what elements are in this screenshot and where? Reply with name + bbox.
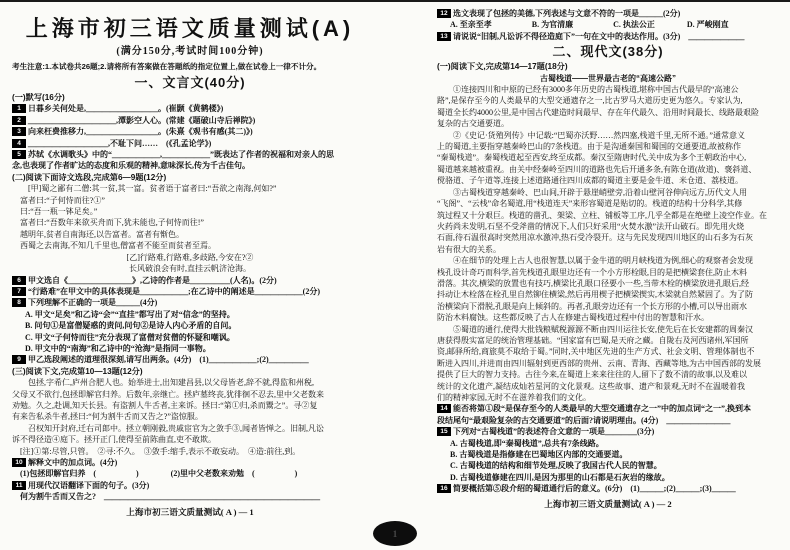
passage-line bbox=[437, 175, 779, 186]
question-number-badge: 9 bbox=[12, 355, 26, 364]
question-line bbox=[437, 426, 779, 437]
subsection-header bbox=[12, 366, 368, 377]
passage-line bbox=[437, 369, 779, 380]
line-text: A. 甲文“足矣”和乙诗“会”“直挂”都写出了对“信念”的坚持。 bbox=[25, 309, 235, 319]
question-number-badge: 14 bbox=[437, 404, 451, 413]
line-text: 段结尾句“最艰险复杂的古交通要道”的后面?请说明理由。(4分) ＿＿＿＿＿＿＿＿ bbox=[437, 415, 731, 425]
section-header bbox=[12, 73, 368, 92]
passage-line bbox=[12, 389, 368, 400]
line-text: 唐获得殷实富足的统治管理基础。“国家富有巴蜀,是天府之藏。自陇右及河西诸州,军国所 bbox=[437, 335, 749, 345]
line-text: A. 至亲至孝 B. 为官清廉 C. 执法公正 D. 严峻刚直 bbox=[450, 20, 729, 30]
passage-line bbox=[437, 107, 779, 118]
exam-title bbox=[12, 14, 368, 44]
line-text: 长风破浪会有时,直挂云帆济沧海。 bbox=[129, 264, 251, 274]
passage-line bbox=[437, 278, 779, 289]
passage-line bbox=[12, 263, 368, 274]
line-text: (1)包拯即解官归养 ( ) (2)里中父老数来劝勉 ( ) bbox=[12, 469, 298, 479]
option-line bbox=[12, 309, 368, 320]
line-text: C. 古蜀栈道的结构和细节处理,反映了我国古代人民的智慧。 bbox=[450, 461, 662, 471]
line-text: 何为割牛舌而又告之? ＿＿＿＿＿＿＿＿＿＿＿＿＿＿＿＿＿＿＿＿＿＿＿＿＿＿＿ bbox=[12, 492, 320, 502]
line-text: 火药尚未发明,石坚不受斧凿的情况下,人们只好采用“火焚水激”法开山破石。即先用火烧 bbox=[437, 221, 745, 231]
line-text: 治横梁向下滑脱,孔眼是向上倾斜的。再者,孔眼旁边还有一个长方形的小槽,可以导出雨水 bbox=[437, 301, 747, 311]
passage-line bbox=[437, 381, 779, 392]
question-text: 日暮乡关何处是,＿＿＿＿＿＿＿＿＿。(崔颢《黄鹤楼》) bbox=[28, 104, 224, 114]
question-number-badge: 3 bbox=[12, 127, 26, 136]
line-text: 曰:“吾一瓶一钵足矣。” bbox=[12, 207, 98, 217]
passage-line bbox=[437, 301, 779, 312]
question-text: ＿＿＿＿＿＿＿＿＿＿,不耻下问…… (《孔孟论学》) bbox=[28, 138, 212, 148]
passage-line bbox=[12, 423, 368, 434]
passage-line bbox=[12, 240, 368, 251]
passage-line bbox=[12, 183, 368, 194]
exam-page-2 bbox=[437, 8, 779, 546]
line-text: (三)阅读下文,完成第10—13题(12分) bbox=[12, 366, 143, 376]
passage-line bbox=[437, 141, 779, 152]
question-line bbox=[12, 103, 368, 114]
question-line bbox=[12, 138, 368, 149]
question-line bbox=[12, 149, 368, 160]
question-line bbox=[437, 403, 779, 414]
passage-line bbox=[12, 377, 368, 388]
question-text: “行路难”在甲文中的具体表现是＿＿＿＿＿＿;在乙诗中的阐述是＿＿＿＿＿＿(2分) bbox=[28, 286, 320, 296]
line-text: [乙]行路难,行路难,多歧路,今安在?② bbox=[126, 252, 254, 262]
line-text: D. 古蜀栈道修建在四川,是因为那里的山石都是石灰岩的缘故。 bbox=[450, 472, 670, 482]
passage-line bbox=[12, 195, 368, 206]
passage-line bbox=[12, 206, 368, 217]
question-line bbox=[437, 31, 779, 42]
passage-line bbox=[437, 130, 779, 141]
passage-line bbox=[437, 152, 779, 163]
question-line-continued bbox=[12, 160, 368, 171]
passage-line bbox=[12, 411, 368, 422]
passage-line bbox=[437, 312, 779, 323]
page-footer bbox=[437, 497, 779, 511]
question-text: 苏轼《水调歌头》中的“＿＿＿＿＿＿,＿＿＿＿＿＿”既表达了作者的祝福和对亲人的思 bbox=[28, 150, 334, 160]
subsection-header bbox=[12, 92, 368, 103]
passage-line bbox=[12, 229, 368, 240]
line-text: 二、现代文(38分) bbox=[552, 44, 664, 60]
question-text: ＿＿＿＿＿＿＿＿＿＿＿,潭影空人心。(常建《题破山寺后禅院》) bbox=[28, 115, 256, 125]
question-number-badge: 4 bbox=[12, 139, 26, 148]
line-text: (满分150分,考试时间100分钟) bbox=[116, 46, 264, 57]
line-text: B. 问句①是富僧疑惑的责问,问句②是诗人内心矛盾的自问。 bbox=[25, 321, 237, 331]
passage-line bbox=[437, 358, 779, 369]
passage-line bbox=[437, 289, 779, 300]
scan-edge-shadow bbox=[0, 0, 790, 2]
option-line bbox=[437, 19, 779, 30]
passage-line bbox=[437, 244, 779, 255]
option-line bbox=[437, 460, 779, 471]
question-number-badge: 8 bbox=[12, 298, 26, 307]
passage-line bbox=[437, 95, 779, 106]
line-text: 富者曰:“吾数年来欲买舟而下,犹未能也,子何恃而往!” bbox=[12, 218, 204, 228]
article-title bbox=[437, 73, 779, 84]
line-text: D. 甲文中的“南海”和乙诗中的“沧海”是指同一事物。 bbox=[25, 343, 211, 353]
passage-line bbox=[437, 84, 779, 95]
passage-line bbox=[437, 346, 779, 357]
option-line bbox=[12, 343, 368, 354]
passage-line bbox=[437, 392, 779, 403]
passage-line bbox=[12, 434, 368, 445]
question-text: 下列理解不正确的一项是＿＿＿(4分) bbox=[28, 298, 158, 308]
question-number-badge: 16 bbox=[437, 484, 451, 493]
option-line bbox=[437, 438, 779, 449]
passage-line bbox=[437, 255, 779, 266]
question-text: 解释文中的加点词。(4分) bbox=[28, 458, 118, 467]
line-text: 考生注意:1.本试卷共26题;2.请将所有答案做在答题纸的指定位置上,做在试卷上一律不计分。 bbox=[12, 62, 322, 71]
line-text: 栈孔设计奇巧而科学,首先栈道孔眼里边还有一个小方形栓眼,目的是把横梁套住,防止木料 bbox=[437, 267, 747, 277]
passage-line bbox=[12, 252, 368, 263]
question-number-badge: 15 bbox=[437, 427, 451, 436]
question-line bbox=[12, 457, 368, 468]
line-text: 古蜀栈道——世界最古老的“高速公路” bbox=[540, 73, 676, 83]
line-text: (一)默写(16分) bbox=[12, 93, 65, 102]
line-text: 抖动让木栓落在栓孔里自然铆住横梁,然后再用楔子把横梁揳实,木梁就自然紧固了。为了防 bbox=[437, 290, 753, 300]
question-line bbox=[12, 354, 368, 365]
passage-line bbox=[437, 267, 779, 278]
line-text: 念,也表现了作者旷达的态度和乐观的精神,意味深长,传为千古佳句。 bbox=[12, 161, 250, 171]
line-text: 们的精神家园,无时不在滋养着我们的文化。 bbox=[437, 393, 591, 402]
question-number-badge: 11 bbox=[12, 481, 26, 490]
question-line-continued bbox=[12, 491, 368, 502]
line-text: 统计的文化遗产,凝结成灿若星河的文化景观。这些故事、遗产和景观,无时不在温暖着我 bbox=[437, 381, 745, 391]
footnote-line bbox=[12, 446, 368, 457]
line-text: [注]①第:尽管,只管。 ②寻:不久。 ③敛手:缩手,表示不敢妄动。 ④造:前往,到。 bbox=[12, 446, 301, 456]
question-text: 甲文选自《＿＿＿＿＿＿＿＿》,乙诗的作者是＿＿＿＿＿(人名)。(2分) bbox=[28, 275, 277, 285]
page-marker-label: 1 bbox=[392, 528, 398, 539]
line-text: (一)阅读下文,完成第14—17题(18分) bbox=[437, 62, 568, 72]
question-line bbox=[12, 275, 368, 286]
line-text: 父母又不欲行,包拯即解官归养。后数年,亲继亡。拯庐墓终丧,犹徘徊不忍去,里中父老数来 bbox=[12, 389, 324, 399]
page-footer bbox=[12, 505, 368, 519]
line-text: 召权知开封府,迁右司郎中。拯立朝刚毅,贵戚宦官为之敛手③,闻者皆惮之。旧制,凡讼 bbox=[12, 423, 324, 433]
question-line bbox=[12, 115, 368, 126]
line-text: 有来告私杀牛者,拯曰:“何为割牛舌而又告之?”盗惊服。 bbox=[12, 412, 203, 422]
line-text: B. 古蜀栈道是指修建在巴蜀地区内部的交通要道。 bbox=[450, 450, 628, 460]
line-text: 上海市初三语文质量测试( A ) — 2 bbox=[544, 498, 672, 509]
passage-line bbox=[437, 187, 779, 198]
line-text: 包拯,字希仁,庐州合肥人也。始举进士,出知建昌县,以父母皆老,辞不就,得监和州税, bbox=[12, 378, 314, 388]
line-text: 富者曰:“子何恃而往?①” bbox=[12, 195, 105, 205]
line-text: [甲]蜀之鄙有二僧:其一贫,其一富。贫者语于富者曰:“吾欲之南海,何如?” bbox=[12, 184, 277, 194]
line-text: “秦蜀栈道”。秦蜀栈道起至西安,终至成都。秦汉至隋唐时代,关中成为多个王朝政治中心, bbox=[437, 153, 747, 163]
question-text: 请说说“旧制,凡讼诉不得径造庭下”一句在文中的表达作用。(3分) ＿＿＿＿＿＿＿ bbox=[453, 31, 745, 41]
question-number-badge: 6 bbox=[12, 276, 26, 285]
line-text: 防治木料腐蚀。这些都反映了古人在修建古蜀栈道过程中付出的智慧和汗水。 bbox=[437, 313, 709, 323]
option-line bbox=[12, 320, 368, 331]
line-text: (二)阅读下面诗文选段,完成第6—9题(12分) bbox=[12, 172, 167, 182]
line-text: 石面,待石温很高时突然用凉水激冲,热石受冷裂开。这与先民发现四川地区的山石多为石灰 bbox=[437, 233, 753, 243]
section-header bbox=[437, 42, 779, 61]
question-line bbox=[437, 483, 779, 494]
line-text: ⑤蜀道的通行,使得大批钱粮赋税源源不断由四川运往长安,使先后在长安建都的周秦汉 bbox=[437, 324, 753, 334]
line-text: 滑落。其次,横梁的放置也有技巧,横梁比孔眼口径要小一些,当带木栓的横梁放进孔眼后,经 bbox=[437, 278, 749, 288]
question-line bbox=[12, 480, 368, 491]
passage-line bbox=[437, 232, 779, 243]
passage-line bbox=[437, 164, 779, 175]
line-text: 上海市初三语文质量测试( A ) — 1 bbox=[126, 506, 254, 517]
line-text: 提供了巨大的智力支持。古往今来,在蜀道上来来往往的人,留下了数不清的故事,以及难以 bbox=[437, 370, 747, 380]
question-number-badge: 7 bbox=[12, 287, 26, 296]
line-text: 筑过程又十分艰巨。栈道的凿孔、架梁、立柱、铺板等工序,几乎全都是在绝壁上凌空作业。在 bbox=[437, 210, 767, 220]
line-text: 蜀道全长约4000公里,是中国古代建造时间最早、存在年代最久、沿用时间最长、线路最艰险 bbox=[437, 107, 759, 117]
line-text: ③古蜀栈道穿越秦岭、巴山间,开辟于悬崖峭壁旁,沿着山壁河谷伸向远方,历代文人用 bbox=[437, 187, 747, 197]
option-line bbox=[437, 472, 779, 483]
question-text: 能否将第①段“是保存至今的人类最早的大型交通遗存之一”中的加点词“之一”,换到本 bbox=[453, 404, 751, 414]
passage-line bbox=[437, 198, 779, 209]
passage-line bbox=[437, 335, 779, 346]
line-text: 上海市初三语文质量测试(A) bbox=[25, 16, 355, 41]
option-line bbox=[12, 332, 368, 343]
line-text: 路”,是保存至今的人类最早的大型交通遗存之一,比古罗马大道历史更为悠久。专家认为, bbox=[437, 96, 743, 106]
exam-page-1 bbox=[12, 8, 368, 546]
question-number-badge: 12 bbox=[437, 9, 451, 18]
line-text: 劝勉。久之,赴调,知天长县。有盗割人牛舌者,主来诉。拯曰:“第①归,杀而鬻之”。寻②复 bbox=[12, 400, 318, 410]
question-line bbox=[12, 126, 368, 137]
question-line bbox=[12, 297, 368, 308]
candidate-notice bbox=[12, 60, 368, 73]
line-text: 西蜀之去南海,不知几千里也,僧富者不能至而贫者至焉。 bbox=[12, 241, 216, 251]
question-number-badge: 13 bbox=[437, 32, 451, 41]
passage-line bbox=[12, 217, 368, 228]
line-text: 断进入四川,并进而由四川辐射到更西部的贵州、云南、青海、西藏等地,为古中国西部的发展 bbox=[437, 358, 761, 368]
option-line bbox=[437, 449, 779, 460]
passage-line bbox=[437, 118, 779, 129]
question-line-continued bbox=[12, 468, 368, 479]
question-number-badge: 2 bbox=[12, 116, 26, 125]
passage-line bbox=[437, 324, 779, 335]
question-text: 下列对“古蜀栈道”的表述符合文意的一项是＿＿＿＿(3分) bbox=[453, 427, 655, 437]
line-text: C. 甲文“子何恃而往”充分表现了富僧对贫僧的怀疑和嘲讽。 bbox=[25, 332, 235, 342]
question-line-continued bbox=[437, 415, 779, 426]
exam-subtitle bbox=[12, 44, 368, 60]
subsection-header bbox=[12, 172, 368, 183]
question-line bbox=[437, 8, 779, 19]
question-text: 简要概括第⑤段介绍的蜀道通行后的意义。(6分) (1)＿＿＿;(2)＿＿＿;(3)＿＿＿ bbox=[453, 484, 736, 494]
line-text: A. 古蜀栈道,即“秦蜀栈道”,总共有7条线路。 bbox=[450, 438, 604, 448]
line-text: 诉不得径造④庭下。拯开正门,使得至前陈曲直,吏不敢欺。 bbox=[12, 435, 216, 445]
question-text: 向来枉费推移力,＿＿＿＿＿＿＿＿＿。(朱熹《观书有感(其二)》) bbox=[28, 127, 253, 137]
question-number-badge: 5 bbox=[12, 150, 26, 159]
line-text: “飞阁”、“云栈”命名蜀道,用“栈道连天”来形容蜀道是贴切的。栈道的结构十分科学,其修 bbox=[437, 199, 743, 209]
passage-line bbox=[437, 221, 779, 232]
question-text: 甲乙选段阐述的道理很深刻,请写出两条。(4分) (1)＿＿＿＿＿＿;(2)＿＿＿＿＿ bbox=[28, 355, 309, 365]
line-text: 蜀道越来越被重视。由关中经秦岭至四川的道路也先后开通多条,有陈仓道(故道)、褒斜道、 bbox=[437, 164, 757, 174]
question-number-badge: 1 bbox=[12, 104, 26, 113]
line-text: 一、文言文(40分) bbox=[134, 75, 246, 90]
question-text: 选文表现了包拯的美德,下列表述与文意不符的一项是＿＿＿(2分) bbox=[453, 9, 681, 18]
question-text: 用现代汉语翻译下面的句子。(3分) bbox=[28, 480, 150, 490]
line-text: ④在细节的处理上古人也很智慧,以属于金牛道的明月峡栈道为例,细心的观察者会发现 bbox=[437, 256, 753, 266]
question-number-badge: 10 bbox=[12, 458, 26, 467]
line-text: 复杂的古交通要道。 bbox=[437, 119, 509, 129]
line-text: 资,邮驿所给,商旅莫不取给于蜀。”同时,关中地区先进的生产方式、社会文明、管理体制也不 bbox=[437, 347, 755, 357]
line-text: 傥骆道、子午道等,连接上述道路通往四川成都的蜀道主要是金牛道、米仓道、荔枝道。 bbox=[437, 176, 743, 186]
line-text: ①连接四川和中原的已经有3000多年历史的古蜀栈道,堪称中国古代最早的“高速公 bbox=[437, 85, 739, 95]
passage-line bbox=[437, 210, 779, 221]
line-text: 上的蜀道,主要指穿越秦岭巴山的7条栈道。由于是沟通秦国和蜀国的交通要道,故被称作 bbox=[437, 142, 741, 152]
question-line bbox=[12, 286, 368, 297]
line-text: ②《史记·货殖列传》中记载:“巴蜀亦沃野……然四塞,栈道千里,无所不通。”通常意义 bbox=[437, 130, 745, 140]
passage-line bbox=[12, 400, 368, 411]
line-text: 岩有很大的关系。 bbox=[437, 244, 501, 254]
line-text: 越明年,贫者自南海还,以告富者。富者有惭色。 bbox=[12, 229, 184, 239]
subsection-header bbox=[437, 61, 779, 72]
page-marker-dot bbox=[373, 521, 417, 546]
